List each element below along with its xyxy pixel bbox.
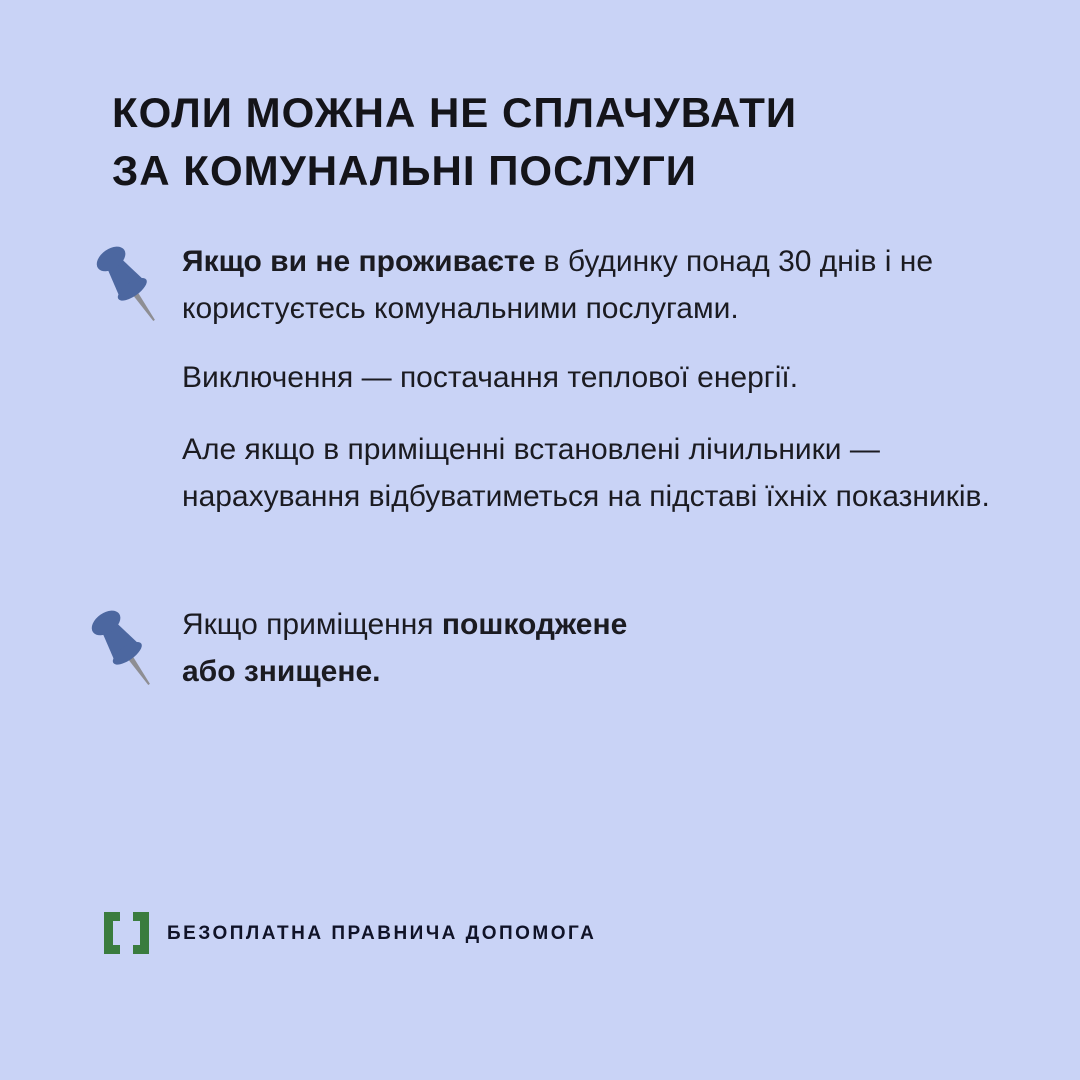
pushpin-icon: [72, 594, 177, 706]
brand-footer: [104, 912, 596, 954]
paragraph-exception: Виключення — постачання теплової енергії.: [182, 361, 799, 394]
bullet-not-residing: [182, 238, 982, 332]
bullet-not-residing-bold: Якщо ви не проживаєте: [182, 245, 536, 278]
brand-name: БЕЗОПЛАТНА ПРАВНИЧА ДОПОМОГА: [167, 923, 597, 944]
square-brackets-icon: [104, 912, 149, 954]
bullet-not-residing-rest: в будинку понад 30 днів і не користуєтесь комунальними послугами.: [182, 245, 934, 325]
bullet-damaged-premises-bold: пошкоджене або знищене.: [182, 608, 628, 688]
page-title-line2: ЗА КОМУНАЛЬНІ ПОСЛУГИ: [112, 147, 697, 194]
bullet-damaged-premises-lead: Якщо приміщення: [182, 608, 442, 641]
right-bracket-icon: [133, 912, 149, 954]
page-title-line1: КОЛИ МОЖНА НЕ СПЛАЧУВАТИ: [112, 89, 798, 136]
page-title: [112, 84, 797, 200]
pushpin-icon: [77, 230, 182, 342]
bullet-damaged-premises: [182, 601, 682, 695]
paragraph-meters: Але якщо в приміщенні встановлені лічильники — нарахування відбуватиметься на підставі їхніх показників.: [182, 433, 990, 513]
left-bracket-icon: [104, 912, 120, 954]
